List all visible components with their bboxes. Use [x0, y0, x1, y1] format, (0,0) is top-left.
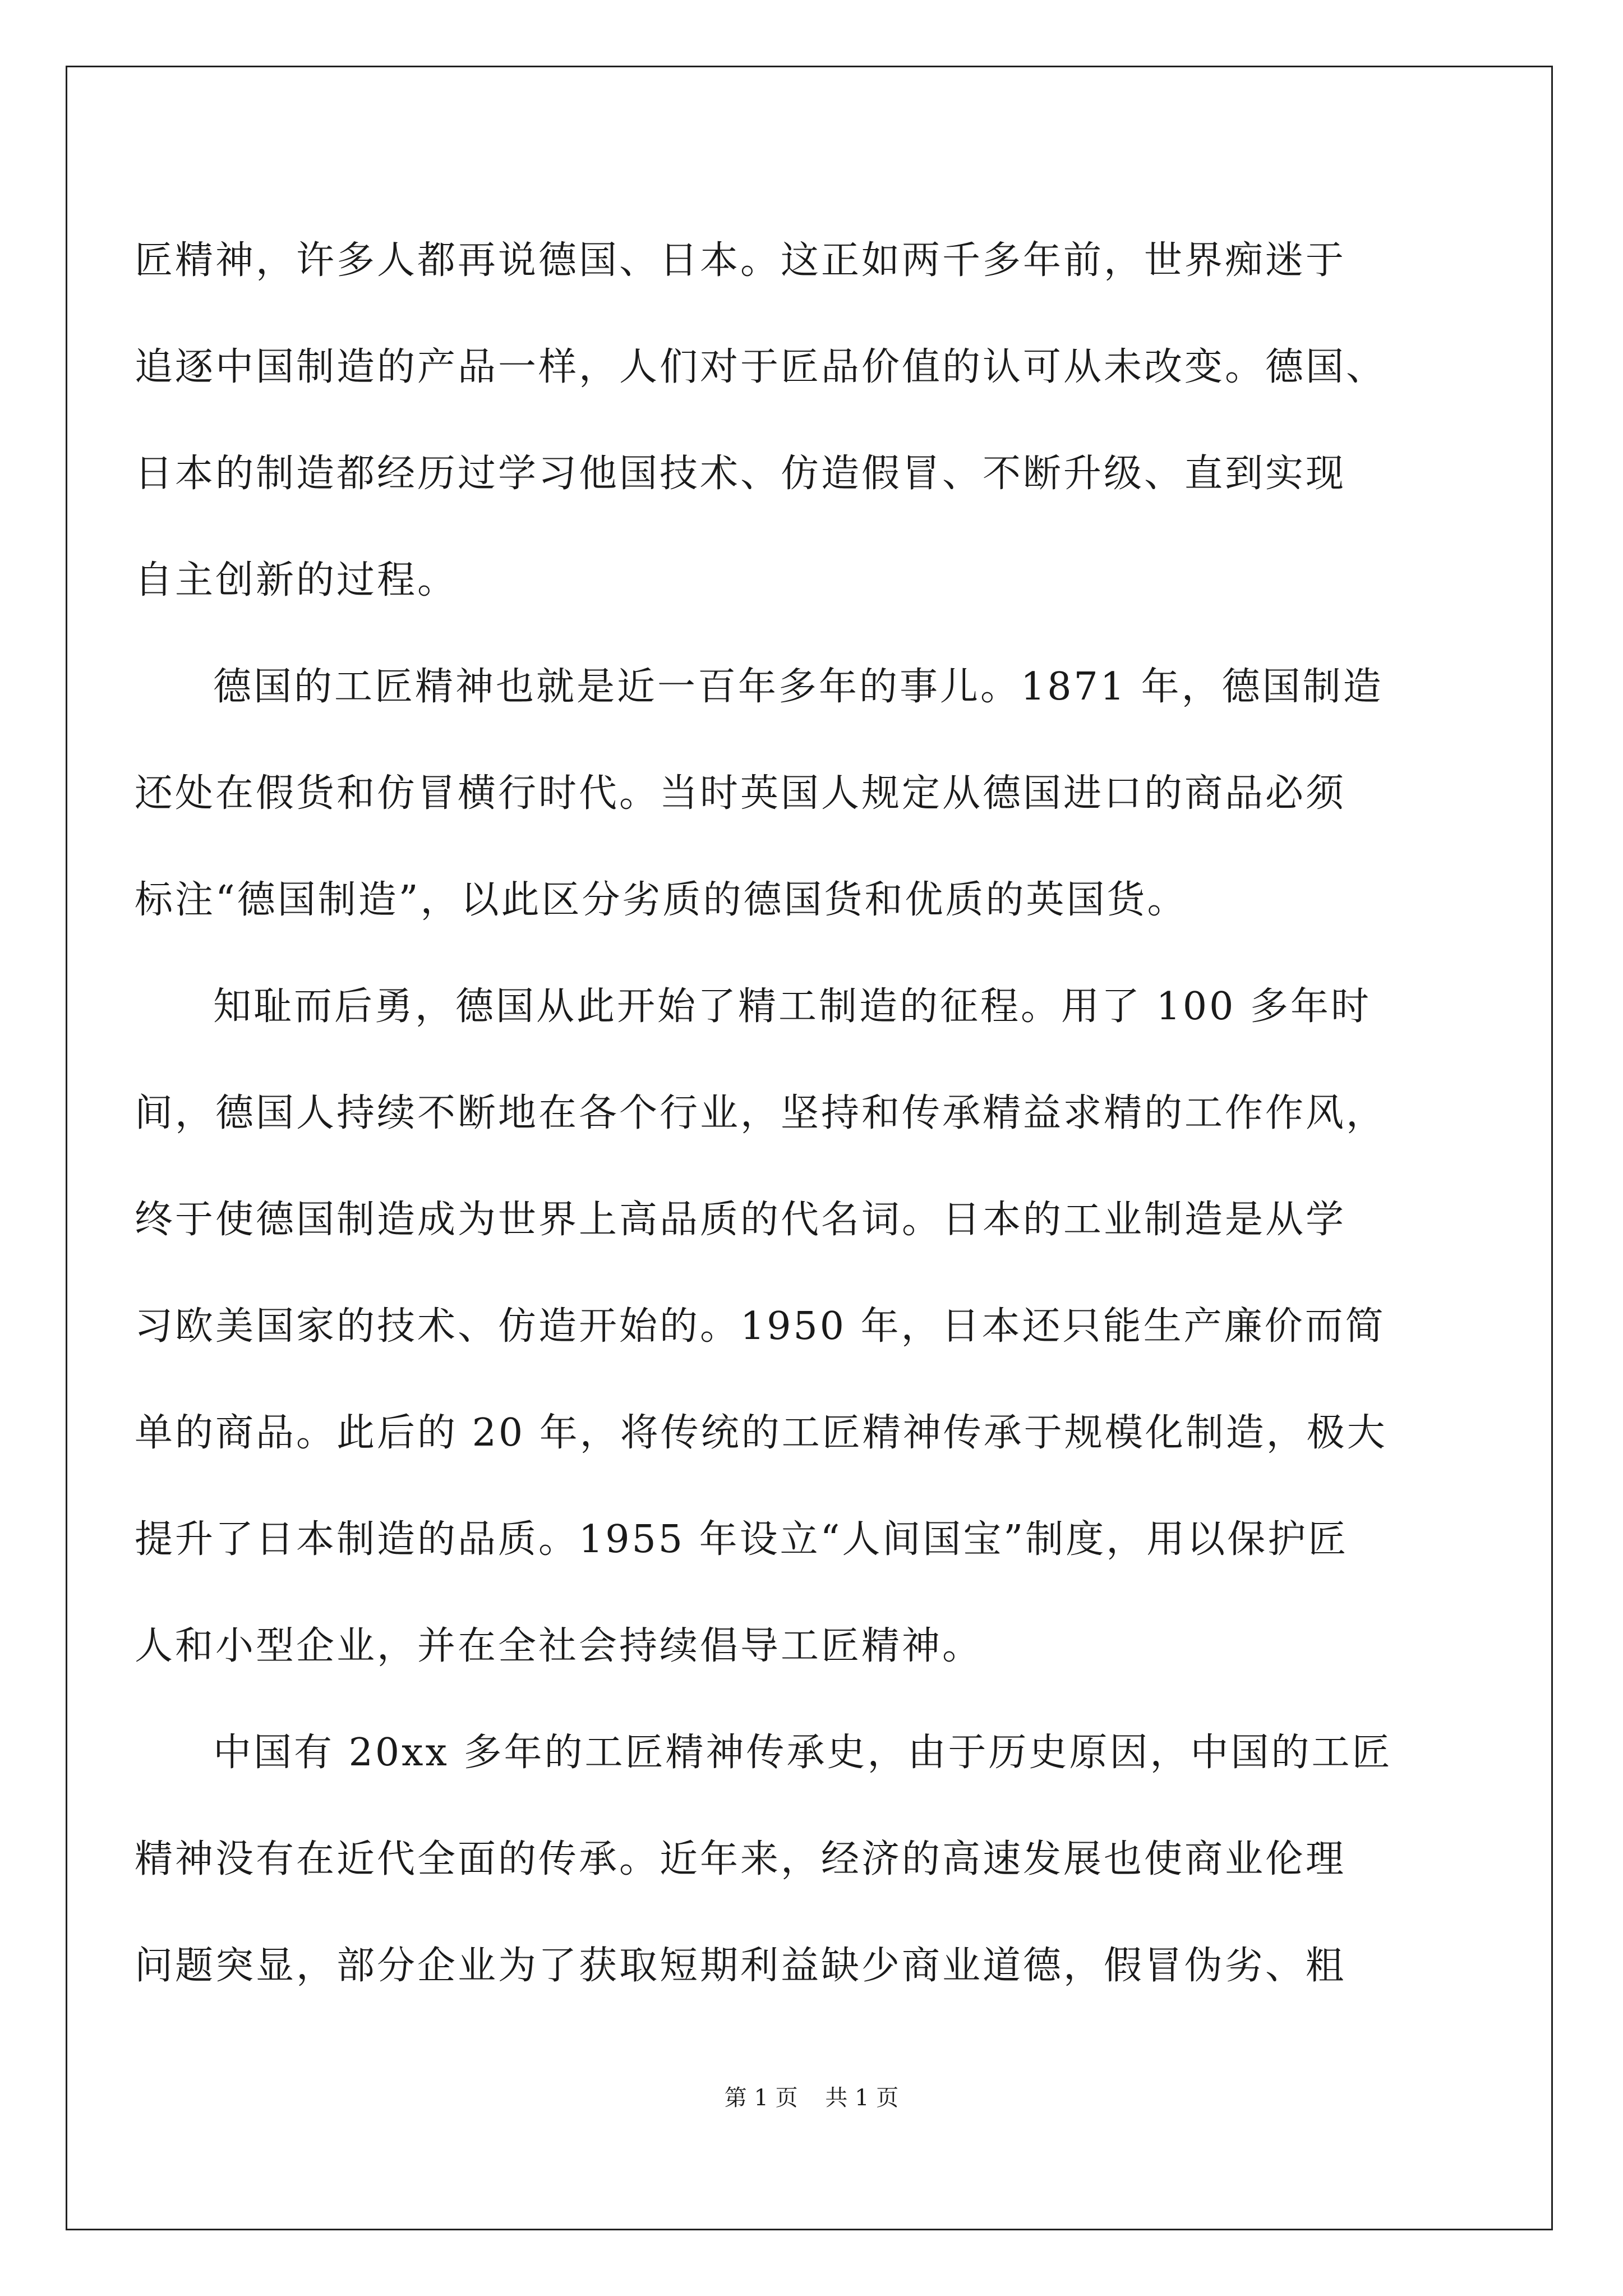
text-line: 提升了日本制造的品质。1955 年设立“人间国宝”制度，用以保护匠	[135, 1517, 1349, 1562]
text-line: 匠精神，许多人都再说德国、日本。这正如两千多年前，世界痴迷于	[135, 238, 1347, 283]
text-line: 追逐中国制造的产品一样，人们对于匠品价值的认可从未改变。德国、	[135, 345, 1387, 389]
paragraph-start-line: 德国的工匠精神也就是近一百年多年的事儿。1871 年，德国制造	[213, 665, 1384, 709]
text-line: 间，德国人持续不断地在各个行业，坚持和传承精益求精的工作作风，	[135, 1091, 1387, 1135]
text-line: 还处在假货和仿冒横行时代。当时英国人规定从德国进口的商品必须	[135, 771, 1347, 816]
text-line: 终于使德国制造成为世界上高品质的代名词。日本的工业制造是从学	[135, 1198, 1347, 1242]
paragraph-start-line: 中国有 20xx 多年的工匠精神传承史，由于历史原因，中国的工匠	[213, 1731, 1393, 1775]
document-body	[135, 208, 1436, 2019]
text-line: 日本的制造都经历过学习他国技术、仿造假冒、不断升级、直到实现	[135, 452, 1347, 496]
text-line: 标注“德国制造”，以此区分劣质的德国货和优质的英国货。	[135, 878, 1188, 922]
page-footer	[0, 2080, 1623, 2112]
page-number: 第 1 页	[724, 2085, 798, 2111]
text-line: 自主创新的过程。	[135, 558, 458, 602]
text-line: 单的商品。此后的 20 年，将传统的工匠精神传承于规模化制造，极大	[135, 1411, 1387, 1455]
text-line: 人和小型企业，并在全社会持续倡导工匠精神。	[135, 1624, 983, 1668]
paragraph-start-line: 知耻而后勇，德国从此开始了精工制造的征程。用了 100 多年时	[213, 984, 1372, 1029]
text-line: 精神没有在近代全面的传承。近年来，经济的高速发展也使商业伦理	[135, 1837, 1347, 1881]
text-line: 问题突显，部分企业为了获取短期利益缺少商业道德，假冒伪劣、粗	[135, 1944, 1347, 1988]
text-line: 习欧美国家的技术、仿造开始的。1950 年，日本还只能生产廉价而简	[135, 1304, 1386, 1349]
page-total: 共 1 页	[825, 2085, 899, 2111]
